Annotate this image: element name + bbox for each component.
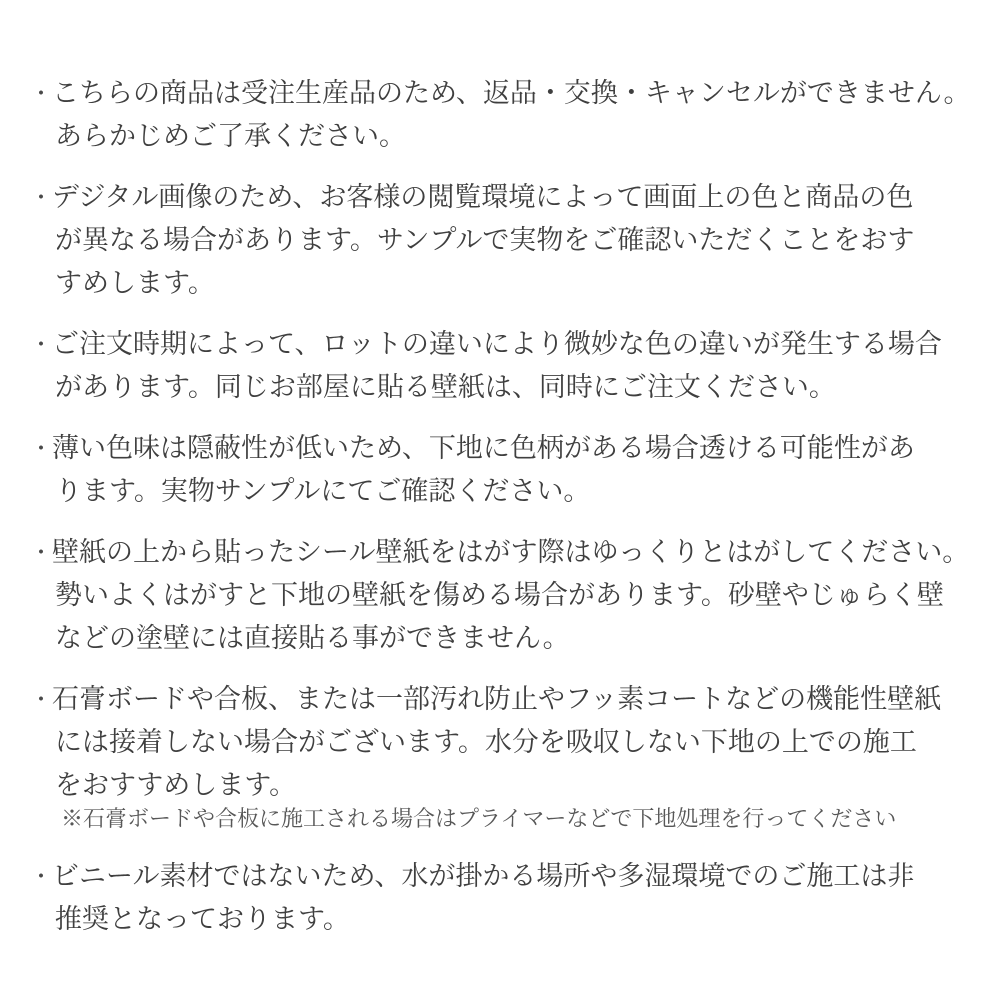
notice-text [52,323,988,409]
notice-line: すめします。 [55,268,215,298]
notice-line: などの塗壁には直接貼る事ができません。 [55,623,570,653]
notice-line: 壁紙の上から貼ったシール壁紙をはがす際はゆっくりとはがしてください。 [52,537,970,567]
notice-text [52,678,988,837]
notice-line: 推奨となっております。 [55,904,350,934]
notice-item-light-colors [30,427,988,513]
notice-item-lot-difference [30,323,988,409]
bullet-marker: ・ [30,332,53,357]
notice-line: あらかじめご了承ください。 [55,121,407,151]
bullet-marker: ・ [30,81,53,106]
notice-item-no-returns [30,72,988,158]
notice-line: こちらの商品は受注生産品のため、返品・交換・キャンセルができません。 [52,78,971,108]
notice-line: が異なる場合があります。サンプルで実物をご確認いただくことをおす [55,225,915,255]
bullet-marker: ・ [30,864,53,889]
notice-text [52,855,988,941]
notice-line: 石膏ボードや合板、または一部汚れ防止やフッ素コートなどの機能性壁紙 [52,684,942,714]
bullet-marker: ・ [30,540,53,565]
notice-line: ビニール素材ではないため、水が掛かる場所や多湿環境でのご施工は非 [52,861,915,891]
notice-item-moisture [30,855,988,941]
notice-item-adhesion [30,678,988,837]
notice-line: をおすすめします。 [55,770,297,800]
notice-item-color-difference [30,176,988,305]
notice-line: 勢いよくはがすと下地の壁紙を傷める場合があります。砂壁やじゅらく壁 [55,580,944,610]
subnote-primer: ※石膏ボードや合板に施工される場合はプライマーなどで下地処理を行ってください [61,806,897,831]
bullet-marker: ・ [30,436,53,461]
notice-text [52,427,988,513]
notice-line: 薄い色味は隠蔽性が低いため、下地に色柄がある場合透ける可能性があ [52,433,915,463]
notice-line: デジタル画像のため、お客様の閲覧環境によって画面上の色と商品の色 [52,182,914,212]
notice-item-peeling [30,531,988,660]
notice-text [52,72,988,158]
notice-text [52,176,988,305]
notice-text [52,531,988,660]
bullet-marker: ・ [30,687,53,712]
notice-line: には接着しない場合がございます。水分を吸収しない下地の上での施工 [55,727,917,757]
notice-line: があります。同じお部屋に貼る壁紙は、同時にご注文ください。 [55,372,836,402]
bullet-marker: ・ [30,185,53,210]
notice-line: ります。実物サンプルにてご確認ください。 [55,476,591,506]
notice-line: ご注文時期によって、ロットの違いにより微妙な色の違いが発生する場合 [52,329,942,359]
